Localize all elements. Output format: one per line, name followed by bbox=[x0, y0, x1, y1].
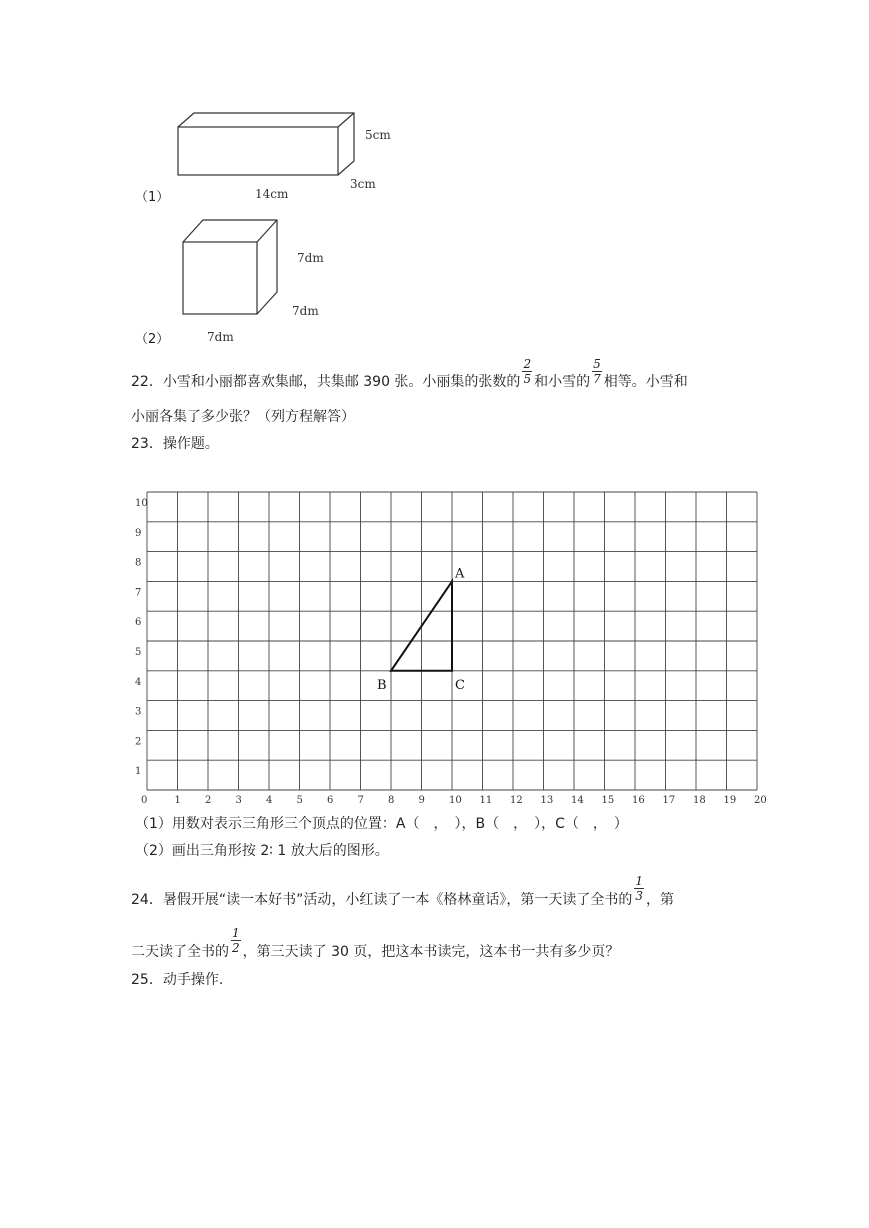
y-tick-label: 4 bbox=[135, 676, 142, 688]
x-tick-label: 5 bbox=[296, 795, 303, 806]
x-tick-label: 12 bbox=[510, 795, 523, 806]
coordinate-grid bbox=[125, 485, 765, 810]
cube-height-label: 7dm bbox=[297, 251, 324, 265]
x-tick-label: 1 bbox=[174, 795, 181, 806]
fraction-two-fifths: $\frac{2}{5}$ bbox=[523, 356, 532, 386]
x-tick-label: 11 bbox=[479, 795, 493, 806]
x-tick-label: 9 bbox=[418, 795, 425, 806]
q22-text-c: 相等。小雪和 bbox=[603, 374, 688, 390]
y-tick-label: 8 bbox=[135, 557, 142, 569]
cube-length-label: 7dm bbox=[207, 330, 234, 344]
question-24-line2 bbox=[131, 925, 620, 962]
x-tick-label: 17 bbox=[662, 795, 676, 806]
x-tick-label: 16 bbox=[632, 795, 645, 806]
x-tick-label: 7 bbox=[357, 795, 364, 806]
y-tick-label: 10 bbox=[135, 498, 148, 509]
x-tick-label: 13 bbox=[540, 795, 554, 806]
question-23-sub1: （1）用数对表示三角形三个顶点的位置：A（ ， ），B（ ， ），C（ ， ） bbox=[135, 816, 628, 832]
cube-figure bbox=[175, 212, 295, 322]
y-tick-label: 5 bbox=[135, 647, 142, 658]
vertex-label-b: B bbox=[377, 677, 387, 693]
fraction-one-half: $\frac{1}{2}$ bbox=[232, 925, 240, 955]
question-23-sub2: （2）画出三角形按 2∶ 1 放大后的图形。 bbox=[135, 843, 389, 859]
question-25-title: 25．动手操作. bbox=[131, 972, 224, 988]
figure1-label: （1） bbox=[135, 190, 170, 205]
question-22-line2: 小丽各集了多少张？（列方程解答） bbox=[131, 409, 355, 425]
question-22-line1 bbox=[131, 356, 688, 392]
x-tick-label: 8 bbox=[388, 795, 395, 806]
figure2-label: （2） bbox=[135, 332, 170, 347]
x-tick-label: 18 bbox=[693, 795, 706, 806]
x-tick-label: 3 bbox=[235, 795, 242, 806]
q22-text-a: 22．小雪和小丽都喜欢集邮，共集邮 390 张。小丽集的张数的 bbox=[131, 374, 521, 390]
x-tick-label: 14 bbox=[571, 795, 584, 806]
x-tick-label: 2 bbox=[205, 795, 212, 806]
cuboid-height-label: 5cm bbox=[365, 128, 391, 142]
fraction-one-third: $\frac{1}{3}$ bbox=[635, 873, 643, 903]
q24-text-a: 24．暑假开展“读一本好书”活动，小红读了一本《格林童话》，第一天读了全书的 bbox=[131, 892, 633, 908]
vertex-label-c: C bbox=[455, 677, 465, 693]
x-tick-label: 10 bbox=[449, 795, 462, 806]
y-tick-label: 2 bbox=[135, 736, 142, 748]
q24-text-b: ，第 bbox=[645, 892, 674, 908]
y-tick-label: 9 bbox=[135, 527, 142, 539]
question-23-title: 23．操作题。 bbox=[131, 436, 219, 452]
y-tick-label: 6 bbox=[135, 617, 142, 629]
cuboid-length-label: 14cm bbox=[255, 187, 289, 201]
x-tick-label: 0 bbox=[141, 795, 148, 806]
x-tick-label: 20 bbox=[754, 795, 767, 806]
question-24-line1 bbox=[131, 873, 674, 910]
cube-depth-label: 7dm bbox=[292, 304, 319, 318]
q24-text-c: 二天读了全书的 bbox=[131, 944, 229, 960]
cuboid-depth-label: 3cm bbox=[350, 177, 376, 191]
x-tick-label: 4 bbox=[266, 795, 273, 806]
y-tick-label: 1 bbox=[135, 766, 142, 778]
vertex-label-a: A bbox=[455, 566, 465, 582]
fraction-five-sevenths: $\frac{5}{7}$ bbox=[593, 356, 601, 386]
q24-text-d: ，第三天读了 30 页，把这本书读完，这本书一共有多少页？ bbox=[242, 944, 620, 960]
x-tick-label: 19 bbox=[723, 795, 737, 806]
y-tick-label: 7 bbox=[135, 587, 142, 599]
q22-text-b: 和小雪的 bbox=[534, 374, 591, 390]
y-tick-label: 3 bbox=[135, 706, 142, 718]
x-tick-label: 6 bbox=[327, 795, 334, 806]
x-tick-label: 15 bbox=[601, 795, 615, 806]
